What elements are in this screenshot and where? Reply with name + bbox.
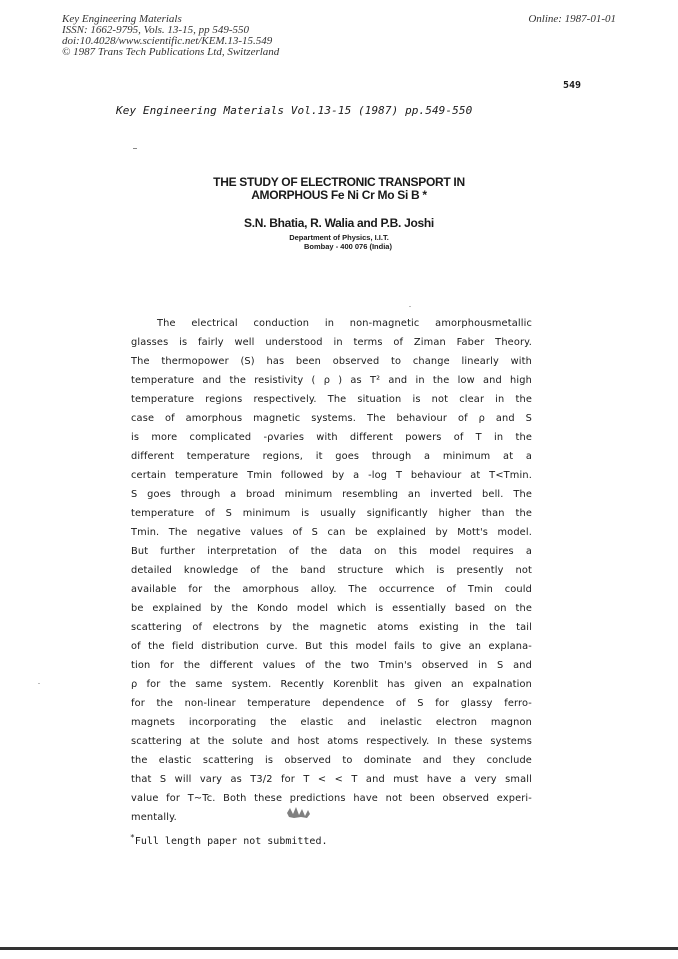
body-line: tion for the different values of the two Tmin's observed in S and <box>131 660 532 671</box>
body-line: of the field distribution curve. But this model fails to give an explana- <box>131 641 532 652</box>
footnote-marker: * <box>130 833 135 842</box>
body-line: different temperature regions, it goes through a minimum at a <box>131 451 532 462</box>
body-line: But further interpretation of the data on this model requires a <box>131 546 532 557</box>
body-line: scattering of electrons by the magnetic atoms existing in the tail <box>131 622 532 633</box>
paper-title <box>0 176 678 202</box>
body-line: The thermopower (S) has been observed to change linearly with <box>131 356 532 367</box>
online-date: Online: 1987-01-01 <box>528 13 616 25</box>
journal-citation: Key Engineering Materials Vol.13-15 (1987) pp.549-550 <box>116 104 473 117</box>
body-line: for the non-linear temperature dependence of S for glassy ferro- <box>131 698 532 709</box>
body-line: magnets incorporating the elastic and inelastic electron magnon <box>131 717 532 728</box>
body-line: is more complicated -ρvaries with different powers of T in the <box>131 432 532 443</box>
affiliation-dept: Department of Physics, I.I.T. <box>289 233 389 242</box>
title-line-1: THE STUDY OF ELECTRONIC TRANSPORT IN <box>213 175 465 189</box>
body-line: that S will vary as T3/2 for T < < T and must have a very small <box>131 774 532 785</box>
body-line: detailed knowledge of the band structure which is presently not <box>131 565 532 576</box>
body-line: glasses is fairly well understood in terms of Ziman Faber Theory. <box>131 337 532 348</box>
body-line: temperature of S minimum is usually significantly higher than the <box>131 508 532 519</box>
body-line: S goes through a broad minimum resembling an inverted bell. The <box>131 489 532 500</box>
header-issn: ISSN: 1662-9795, Vols. 13-15, pp 549-550 <box>62 24 249 36</box>
header-journal: Key Engineering Materials <box>62 13 182 25</box>
body-line: be explained by the Kondo model which is essentially based on the <box>131 603 532 614</box>
page-bottom-rule <box>0 947 678 950</box>
body-line: scattering at the solute and host atoms respectively. In these systems <box>131 736 532 747</box>
footnote-text: Full length paper not submitted. <box>134 836 328 847</box>
affiliation <box>0 233 678 251</box>
header-copyright: © 1987 Trans Tech Publications Ltd, Switzerland <box>62 46 280 58</box>
body-line: ρ for the same system. Recently Korenblit has given an expalnation <box>131 679 532 690</box>
body-line: temperature and the resistivity ( ρ ) as T² and in the low and high <box>131 375 532 386</box>
abstract-body <box>131 314 532 827</box>
body-line: mentally. <box>131 812 177 823</box>
body-line: temperature regions respectively. The situation is not clear in the <box>131 394 532 405</box>
header-doi: doi:10.4028/www.scientific.net/KEM.13-15.549 <box>62 35 273 47</box>
body-line: The electrical conduction in non-magnetic amorphousmetallic <box>157 318 532 329</box>
page-number: 549 <box>562 80 581 91</box>
body-line: Tmin. The negative values of S can be explained by Mott's model. <box>131 527 532 538</box>
body-line: available for the amorphous alloy. The occurrence of Tmin could <box>131 584 532 595</box>
publication-info <box>62 14 279 58</box>
author-list: S.N. Bhatia, R. Walia and P.B. Joshi <box>244 216 434 230</box>
ink-smudge-icon <box>285 805 311 819</box>
stray-mark <box>133 148 137 149</box>
affiliation-address: Bombay - 400 076 (India) <box>304 242 392 251</box>
body-line: the elastic scattering is observed to dominate and they conclude <box>131 755 532 766</box>
scan-speck <box>409 306 411 307</box>
footnote <box>130 833 328 847</box>
body-line: value for T~Tc. Both these predictions have not been observed experi- <box>131 793 532 804</box>
scan-speck <box>38 683 40 684</box>
title-line-2: AMORPHOUS Fe Ni Cr Mo Si B * <box>251 188 427 202</box>
body-line: certain temperature Tmin followed by a -log T behaviour at T<Tmin. <box>131 470 532 481</box>
body-line: case of amorphous magnetic systems. The behaviour of ρ and S <box>131 413 532 424</box>
